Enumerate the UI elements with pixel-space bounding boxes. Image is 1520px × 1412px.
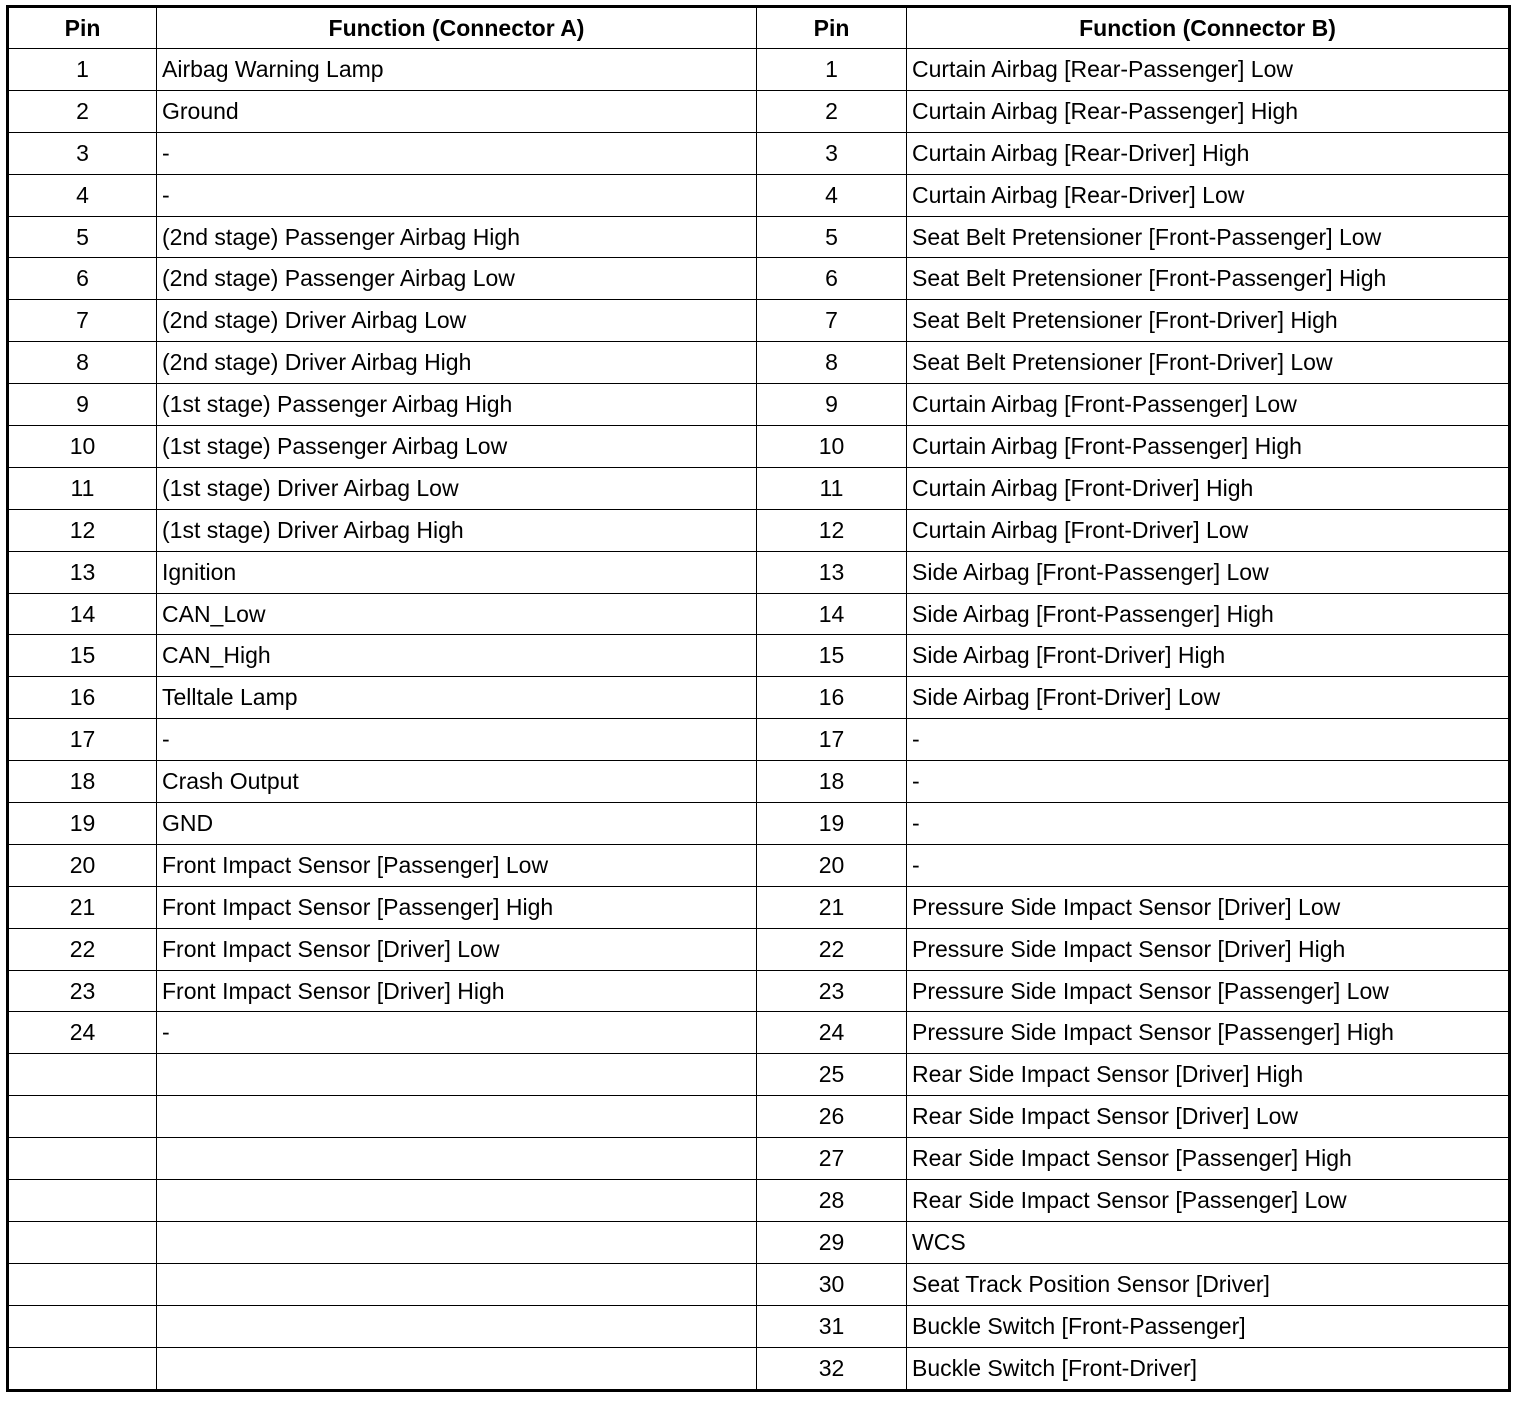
connector-pinout-table bbox=[6, 5, 1511, 1392]
pin-a-cell bbox=[8, 1180, 157, 1222]
function-a-cell: (2nd stage) Driver Airbag High bbox=[157, 342, 757, 384]
pin-b-cell: 10 bbox=[757, 426, 907, 468]
function-a-cell: Airbag Warning Lamp bbox=[157, 49, 757, 91]
function-b-cell: Seat Belt Pretensioner [Front-Driver] Low bbox=[907, 342, 1510, 384]
pin-b-cell: 20 bbox=[757, 844, 907, 886]
table-row bbox=[8, 1180, 1510, 1222]
pin-a-cell: 6 bbox=[8, 258, 157, 300]
function-b-cell: Rear Side Impact Sensor [Passenger] Low bbox=[907, 1180, 1510, 1222]
pin-b-cell: 21 bbox=[757, 886, 907, 928]
pin-a-cell: 20 bbox=[8, 844, 157, 886]
pin-a-cell: 7 bbox=[8, 300, 157, 342]
function-b-cell: Curtain Airbag [Rear-Driver] Low bbox=[907, 174, 1510, 216]
function-b-cell: Pressure Side Impact Sensor [Driver] Low bbox=[907, 886, 1510, 928]
function-b-cell: Curtain Airbag [Front-Passenger] Low bbox=[907, 384, 1510, 426]
pin-a-cell: 17 bbox=[8, 719, 157, 761]
pin-b-cell: 5 bbox=[757, 216, 907, 258]
function-b-cell: Seat Belt Pretensioner [Front-Passenger] High bbox=[907, 258, 1510, 300]
table-row bbox=[8, 1096, 1510, 1138]
pin-b-cell: 27 bbox=[757, 1138, 907, 1180]
pin-a-cell: 15 bbox=[8, 635, 157, 677]
function-b-cell: Curtain Airbag [Rear-Passenger] Low bbox=[907, 49, 1510, 91]
table-row bbox=[8, 1221, 1510, 1263]
function-b-cell: Rear Side Impact Sensor [Driver] Low bbox=[907, 1096, 1510, 1138]
table-row bbox=[8, 1263, 1510, 1305]
table-row bbox=[8, 928, 1510, 970]
function-b-cell: Buckle Switch [Front-Driver] bbox=[907, 1347, 1510, 1390]
function-b-cell: - bbox=[907, 803, 1510, 845]
function-a-cell: - bbox=[157, 132, 757, 174]
table-row bbox=[8, 635, 1510, 677]
pin-a-cell: 10 bbox=[8, 426, 157, 468]
pin-a-cell: 16 bbox=[8, 677, 157, 719]
function-b-cell: Pressure Side Impact Sensor [Passenger] High bbox=[907, 1012, 1510, 1054]
header-function-connector-b: Function (Connector B) bbox=[907, 7, 1510, 49]
pin-a-cell: 14 bbox=[8, 593, 157, 635]
pin-a-cell: 5 bbox=[8, 216, 157, 258]
table-row bbox=[8, 509, 1510, 551]
function-a-cell: (1st stage) Driver Airbag Low bbox=[157, 467, 757, 509]
pin-a-cell: 19 bbox=[8, 803, 157, 845]
table-row bbox=[8, 216, 1510, 258]
pin-b-cell: 1 bbox=[757, 49, 907, 91]
function-a-cell: (2nd stage) Passenger Airbag High bbox=[157, 216, 757, 258]
function-b-cell: WCS bbox=[907, 1221, 1510, 1263]
table-row bbox=[8, 1012, 1510, 1054]
header-pin-b: Pin bbox=[757, 7, 907, 49]
function-b-cell: Side Airbag [Front-Passenger] High bbox=[907, 593, 1510, 635]
function-b-cell: Curtain Airbag [Rear-Passenger] High bbox=[907, 90, 1510, 132]
function-b-cell: Side Airbag [Front-Passenger] Low bbox=[907, 551, 1510, 593]
function-b-cell: Curtain Airbag [Front-Passenger] High bbox=[907, 426, 1510, 468]
table-row bbox=[8, 1138, 1510, 1180]
pin-a-cell bbox=[8, 1138, 157, 1180]
pin-a-cell bbox=[8, 1054, 157, 1096]
function-a-cell: (1st stage) Driver Airbag High bbox=[157, 509, 757, 551]
pin-b-cell: 12 bbox=[757, 509, 907, 551]
table-row bbox=[8, 174, 1510, 216]
pin-b-cell: 31 bbox=[757, 1305, 907, 1347]
pin-a-cell bbox=[8, 1096, 157, 1138]
pin-b-cell: 7 bbox=[757, 300, 907, 342]
pin-b-cell: 18 bbox=[757, 761, 907, 803]
pin-a-cell: 8 bbox=[8, 342, 157, 384]
pin-a-cell: 12 bbox=[8, 509, 157, 551]
table-row bbox=[8, 1347, 1510, 1390]
table-row bbox=[8, 886, 1510, 928]
function-b-cell: Side Airbag [Front-Driver] Low bbox=[907, 677, 1510, 719]
pin-b-cell: 6 bbox=[757, 258, 907, 300]
pin-a-cell: 4 bbox=[8, 174, 157, 216]
pin-a-cell bbox=[8, 1305, 157, 1347]
function-a-cell: - bbox=[157, 1012, 757, 1054]
function-b-cell: Seat Belt Pretensioner [Front-Driver] High bbox=[907, 300, 1510, 342]
function-b-cell: - bbox=[907, 761, 1510, 803]
function-b-cell: Buckle Switch [Front-Passenger] bbox=[907, 1305, 1510, 1347]
pin-b-cell: 14 bbox=[757, 593, 907, 635]
pin-b-cell: 13 bbox=[757, 551, 907, 593]
table-row bbox=[8, 467, 1510, 509]
table-row bbox=[8, 761, 1510, 803]
function-a-cell bbox=[157, 1347, 757, 1390]
pin-b-cell: 25 bbox=[757, 1054, 907, 1096]
function-a-cell bbox=[157, 1096, 757, 1138]
header-pin-a: Pin bbox=[8, 7, 157, 49]
function-a-cell: (2nd stage) Passenger Airbag Low bbox=[157, 258, 757, 300]
function-a-cell: (1st stage) Passenger Airbag Low bbox=[157, 426, 757, 468]
pin-b-cell: 8 bbox=[757, 342, 907, 384]
function-a-cell bbox=[157, 1180, 757, 1222]
header-function-connector-a: Function (Connector A) bbox=[157, 7, 757, 49]
function-a-cell bbox=[157, 1263, 757, 1305]
table-row bbox=[8, 342, 1510, 384]
function-a-cell bbox=[157, 1221, 757, 1263]
function-a-cell bbox=[157, 1138, 757, 1180]
pin-a-cell: 3 bbox=[8, 132, 157, 174]
function-b-cell: Curtain Airbag [Front-Driver] High bbox=[907, 467, 1510, 509]
function-b-cell: Seat Belt Pretensioner [Front-Passenger] Low bbox=[907, 216, 1510, 258]
function-a-cell bbox=[157, 1054, 757, 1096]
function-a-cell: - bbox=[157, 719, 757, 761]
table-body bbox=[8, 49, 1510, 1391]
function-a-cell: GND bbox=[157, 803, 757, 845]
pin-b-cell: 4 bbox=[757, 174, 907, 216]
function-b-cell: Seat Track Position Sensor [Driver] bbox=[907, 1263, 1510, 1305]
table-row bbox=[8, 1305, 1510, 1347]
pin-b-cell: 3 bbox=[757, 132, 907, 174]
pin-a-cell bbox=[8, 1263, 157, 1305]
pin-a-cell: 24 bbox=[8, 1012, 157, 1054]
table-row bbox=[8, 677, 1510, 719]
pin-b-cell: 22 bbox=[757, 928, 907, 970]
function-a-cell: Front Impact Sensor [Driver] Low bbox=[157, 928, 757, 970]
function-b-cell: Curtain Airbag [Rear-Driver] High bbox=[907, 132, 1510, 174]
table-row bbox=[8, 551, 1510, 593]
function-b-cell: Rear Side Impact Sensor [Driver] High bbox=[907, 1054, 1510, 1096]
function-b-cell: Rear Side Impact Sensor [Passenger] High bbox=[907, 1138, 1510, 1180]
function-b-cell: Pressure Side Impact Sensor [Passenger] Low bbox=[907, 970, 1510, 1012]
pin-b-cell: 23 bbox=[757, 970, 907, 1012]
function-a-cell: Crash Output bbox=[157, 761, 757, 803]
function-a-cell: (2nd stage) Driver Airbag Low bbox=[157, 300, 757, 342]
table-row bbox=[8, 970, 1510, 1012]
table-row bbox=[8, 90, 1510, 132]
pin-b-cell: 29 bbox=[757, 1221, 907, 1263]
pin-b-cell: 16 bbox=[757, 677, 907, 719]
pin-a-cell: 13 bbox=[8, 551, 157, 593]
table-row bbox=[8, 803, 1510, 845]
function-a-cell: CAN_High bbox=[157, 635, 757, 677]
table-row bbox=[8, 258, 1510, 300]
function-a-cell: Front Impact Sensor [Passenger] High bbox=[157, 886, 757, 928]
table-row bbox=[8, 384, 1510, 426]
table-row bbox=[8, 132, 1510, 174]
pin-a-cell bbox=[8, 1347, 157, 1390]
pin-a-cell: 22 bbox=[8, 928, 157, 970]
pin-a-cell: 2 bbox=[8, 90, 157, 132]
pin-a-cell: 1 bbox=[8, 49, 157, 91]
pin-a-cell: 18 bbox=[8, 761, 157, 803]
table-row bbox=[8, 719, 1510, 761]
function-b-cell: Curtain Airbag [Front-Driver] Low bbox=[907, 509, 1510, 551]
pin-b-cell: 2 bbox=[757, 90, 907, 132]
pin-b-cell: 24 bbox=[757, 1012, 907, 1054]
table-row bbox=[8, 844, 1510, 886]
function-b-cell: - bbox=[907, 844, 1510, 886]
pin-b-cell: 28 bbox=[757, 1180, 907, 1222]
function-b-cell: Pressure Side Impact Sensor [Driver] High bbox=[907, 928, 1510, 970]
pin-b-cell: 30 bbox=[757, 1263, 907, 1305]
pin-a-cell bbox=[8, 1221, 157, 1263]
pin-b-cell: 26 bbox=[757, 1096, 907, 1138]
function-b-cell: - bbox=[907, 719, 1510, 761]
function-a-cell: Telltale Lamp bbox=[157, 677, 757, 719]
pin-b-cell: 15 bbox=[757, 635, 907, 677]
function-a-cell: CAN_Low bbox=[157, 593, 757, 635]
function-a-cell: Ignition bbox=[157, 551, 757, 593]
function-a-cell bbox=[157, 1305, 757, 1347]
pin-a-cell: 9 bbox=[8, 384, 157, 426]
table-row bbox=[8, 593, 1510, 635]
pin-b-cell: 19 bbox=[757, 803, 907, 845]
function-a-cell: (1st stage) Passenger Airbag High bbox=[157, 384, 757, 426]
function-a-cell: - bbox=[157, 174, 757, 216]
function-a-cell: Front Impact Sensor [Driver] High bbox=[157, 970, 757, 1012]
table-row bbox=[8, 426, 1510, 468]
pin-a-cell: 21 bbox=[8, 886, 157, 928]
header-row bbox=[8, 7, 1510, 49]
table-row bbox=[8, 1054, 1510, 1096]
pin-b-cell: 17 bbox=[757, 719, 907, 761]
pin-a-cell: 23 bbox=[8, 970, 157, 1012]
function-a-cell: Ground bbox=[157, 90, 757, 132]
pin-b-cell: 11 bbox=[757, 467, 907, 509]
pin-b-cell: 9 bbox=[757, 384, 907, 426]
function-a-cell: Front Impact Sensor [Passenger] Low bbox=[157, 844, 757, 886]
pin-b-cell: 32 bbox=[757, 1347, 907, 1390]
table-row bbox=[8, 49, 1510, 91]
table-row bbox=[8, 300, 1510, 342]
pin-a-cell: 11 bbox=[8, 467, 157, 509]
function-b-cell: Side Airbag [Front-Driver] High bbox=[907, 635, 1510, 677]
